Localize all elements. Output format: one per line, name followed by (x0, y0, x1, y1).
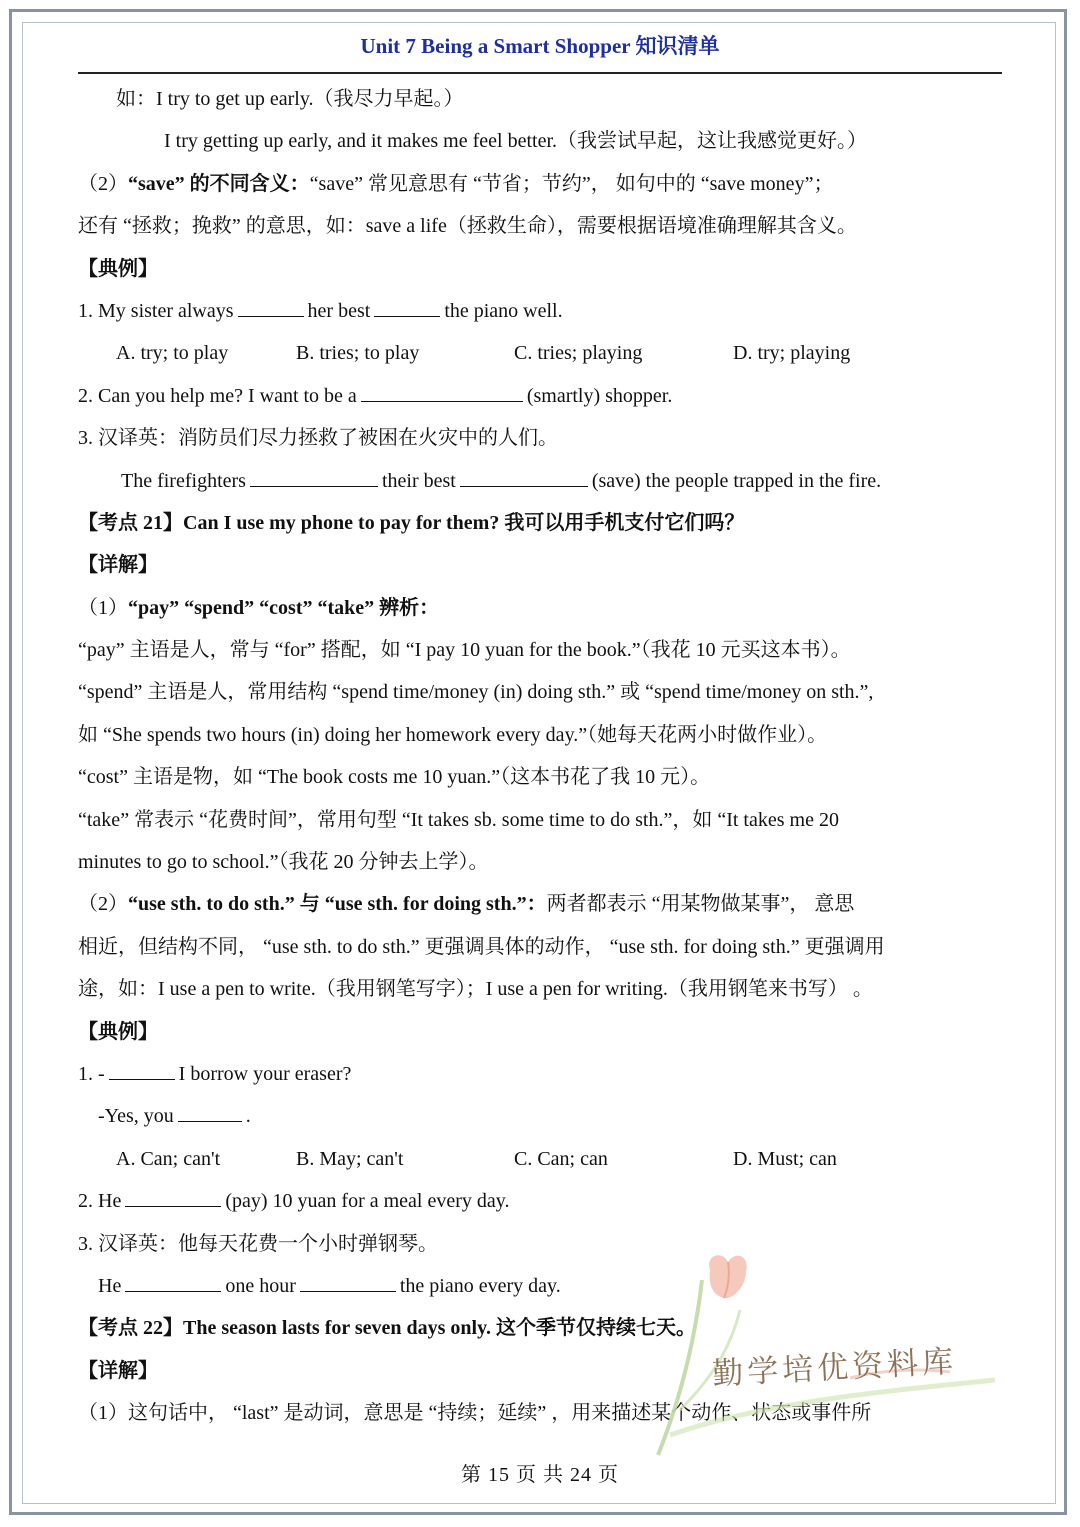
exercise-1: 1. - I borrow your eraser? (78, 1053, 1004, 1095)
exercise-3-sentence: He one hour the piano every day. (78, 1265, 1004, 1307)
section-heading-example: 【典例】 (78, 257, 158, 280)
section-heading-detail: 【详解】 (78, 1359, 158, 1382)
section-heading-detail: 【详解】 (78, 554, 158, 577)
exercise-3: 3. 汉译英：他每天花费一个小时弹钢琴。 (78, 1232, 438, 1255)
answer-blank (460, 466, 588, 487)
watermark-text: 勤学培优资料库 (711, 1343, 958, 1393)
answer-blank (125, 1271, 221, 1292)
key-point-21: 【考点 21】Can I use my phone to pay for them? 我可以用手机支付它们吗？ (78, 511, 745, 534)
explanation-line: 如 “She spends two hours (in) doing her homework every day.”（她每天花两小时做作业）。 (78, 723, 828, 746)
explanation-line: “cost” 主语是物，如 “The book costs me 10 yuan.”（这本书花了我 10 元）。 (78, 766, 711, 789)
header-divider (78, 72, 1002, 74)
explanation-line: “spend” 主语是人，常用结构 “spend time/money (in) doing sth.” 或 “spend time/money on sth.”, (78, 681, 874, 704)
example-sentence: I try getting up early, and it makes me feel better.（我尝试早起，这让我感觉更好。） (164, 130, 868, 153)
option-b: B. tries; to play (296, 342, 420, 365)
point-save-text: 还有 “拯救；挽救” 的意思，如：save a life（拯救生命），需要根据语境准确理解其含义。 (78, 215, 857, 238)
option-c: C. tries; playing (514, 342, 643, 365)
page-number: 第 15 页 共 24 页 (461, 1464, 619, 1486)
option-d: D. Must; can (733, 1147, 837, 1170)
answer-blank (109, 1059, 175, 1080)
answer-blank (250, 466, 378, 487)
question-1-options (78, 332, 1004, 374)
explanation-line: “pay” 主语是人，常与 “for” 搭配，如 “I pay 10 yuan for the book.”（我花 10 元买这本书）。 (78, 639, 851, 662)
question-3: 3. 汉译英：消防员们尽力拯救了被困在火灾中的人们。 (78, 427, 558, 450)
answer-blank (374, 296, 440, 317)
answer-blank (361, 381, 523, 402)
key-point-22: 【考点 22】The season lasts for seven days only. 这个季节仅持续七天。 (78, 1317, 697, 1340)
exercise-1-reply: -Yes, you . (78, 1095, 1004, 1137)
option-b: B. May; can't (296, 1147, 404, 1170)
answer-blank (125, 1186, 221, 1207)
answer-blank (178, 1101, 242, 1122)
option-a: A. Can; can't (116, 1147, 221, 1170)
explanation-line: “take” 常表示 “花费时间”，常用句型 “It takes sb. some time to do sth.”，如 “It takes me 20 (78, 808, 839, 831)
option-d: D. try; playing (733, 342, 851, 365)
explanation-line: minutes to go to school.”（我花 20 分钟去上学）。 (78, 851, 489, 874)
section-heading-example: 【典例】 (78, 1020, 158, 1043)
answer-blank (300, 1271, 396, 1292)
example-sentence: 如：I try to get up early.（我尽力早起。） (116, 88, 464, 110)
explanation-line: （1）这句话中， “last” 是动词，意思是 “持续；延续” ，用来描述某个动作、状态或事件所 (78, 1402, 872, 1425)
exercise-2: 2. He (pay) 10 yuan for a meal every day. (78, 1180, 1004, 1222)
question-1: 1. My sister always her best the piano well. (78, 290, 1004, 332)
point-use-title: （2）“use sth. to do sth.” 与 “use sth. for doing sth.”：两者都表示 “用某物做某事”， 意思 (78, 893, 855, 916)
exercise-1-options (78, 1138, 1004, 1180)
answer-blank (238, 296, 304, 317)
page-header-title: Unit 7 Being a Smart Shopper 知识清单 (360, 34, 720, 58)
question-3-sentence: The firefighters their best (save) the people trapped in the fire. (78, 460, 1004, 502)
option-a: A. try; to play (116, 342, 229, 365)
watermark (650, 1250, 1010, 1460)
point-save-title: （2）“save” 的不同含义：“save” 常见意思有 “节省；节约”， 如句中的 “save money”； (78, 172, 834, 195)
point-pay-spend-title: （1）“pay” “spend” “cost” “take” 辨析： (78, 596, 440, 619)
option-c: C. Can; can (514, 1147, 608, 1170)
document-body (78, 78, 1004, 1435)
question-2: 2. Can you help me? I want to be a (smartly) shopper. (78, 375, 1004, 417)
explanation-line: 相近，但结构不同， “use sth. to do sth.” 更强调具体的动作， “use sth. for doing sth.” 更强调用 (78, 935, 885, 958)
explanation-line: 途，如：I use a pen to write.（我用钢笔写字）；I use a pen for writing.（我用钢笔来书写） 。 (78, 978, 873, 1001)
